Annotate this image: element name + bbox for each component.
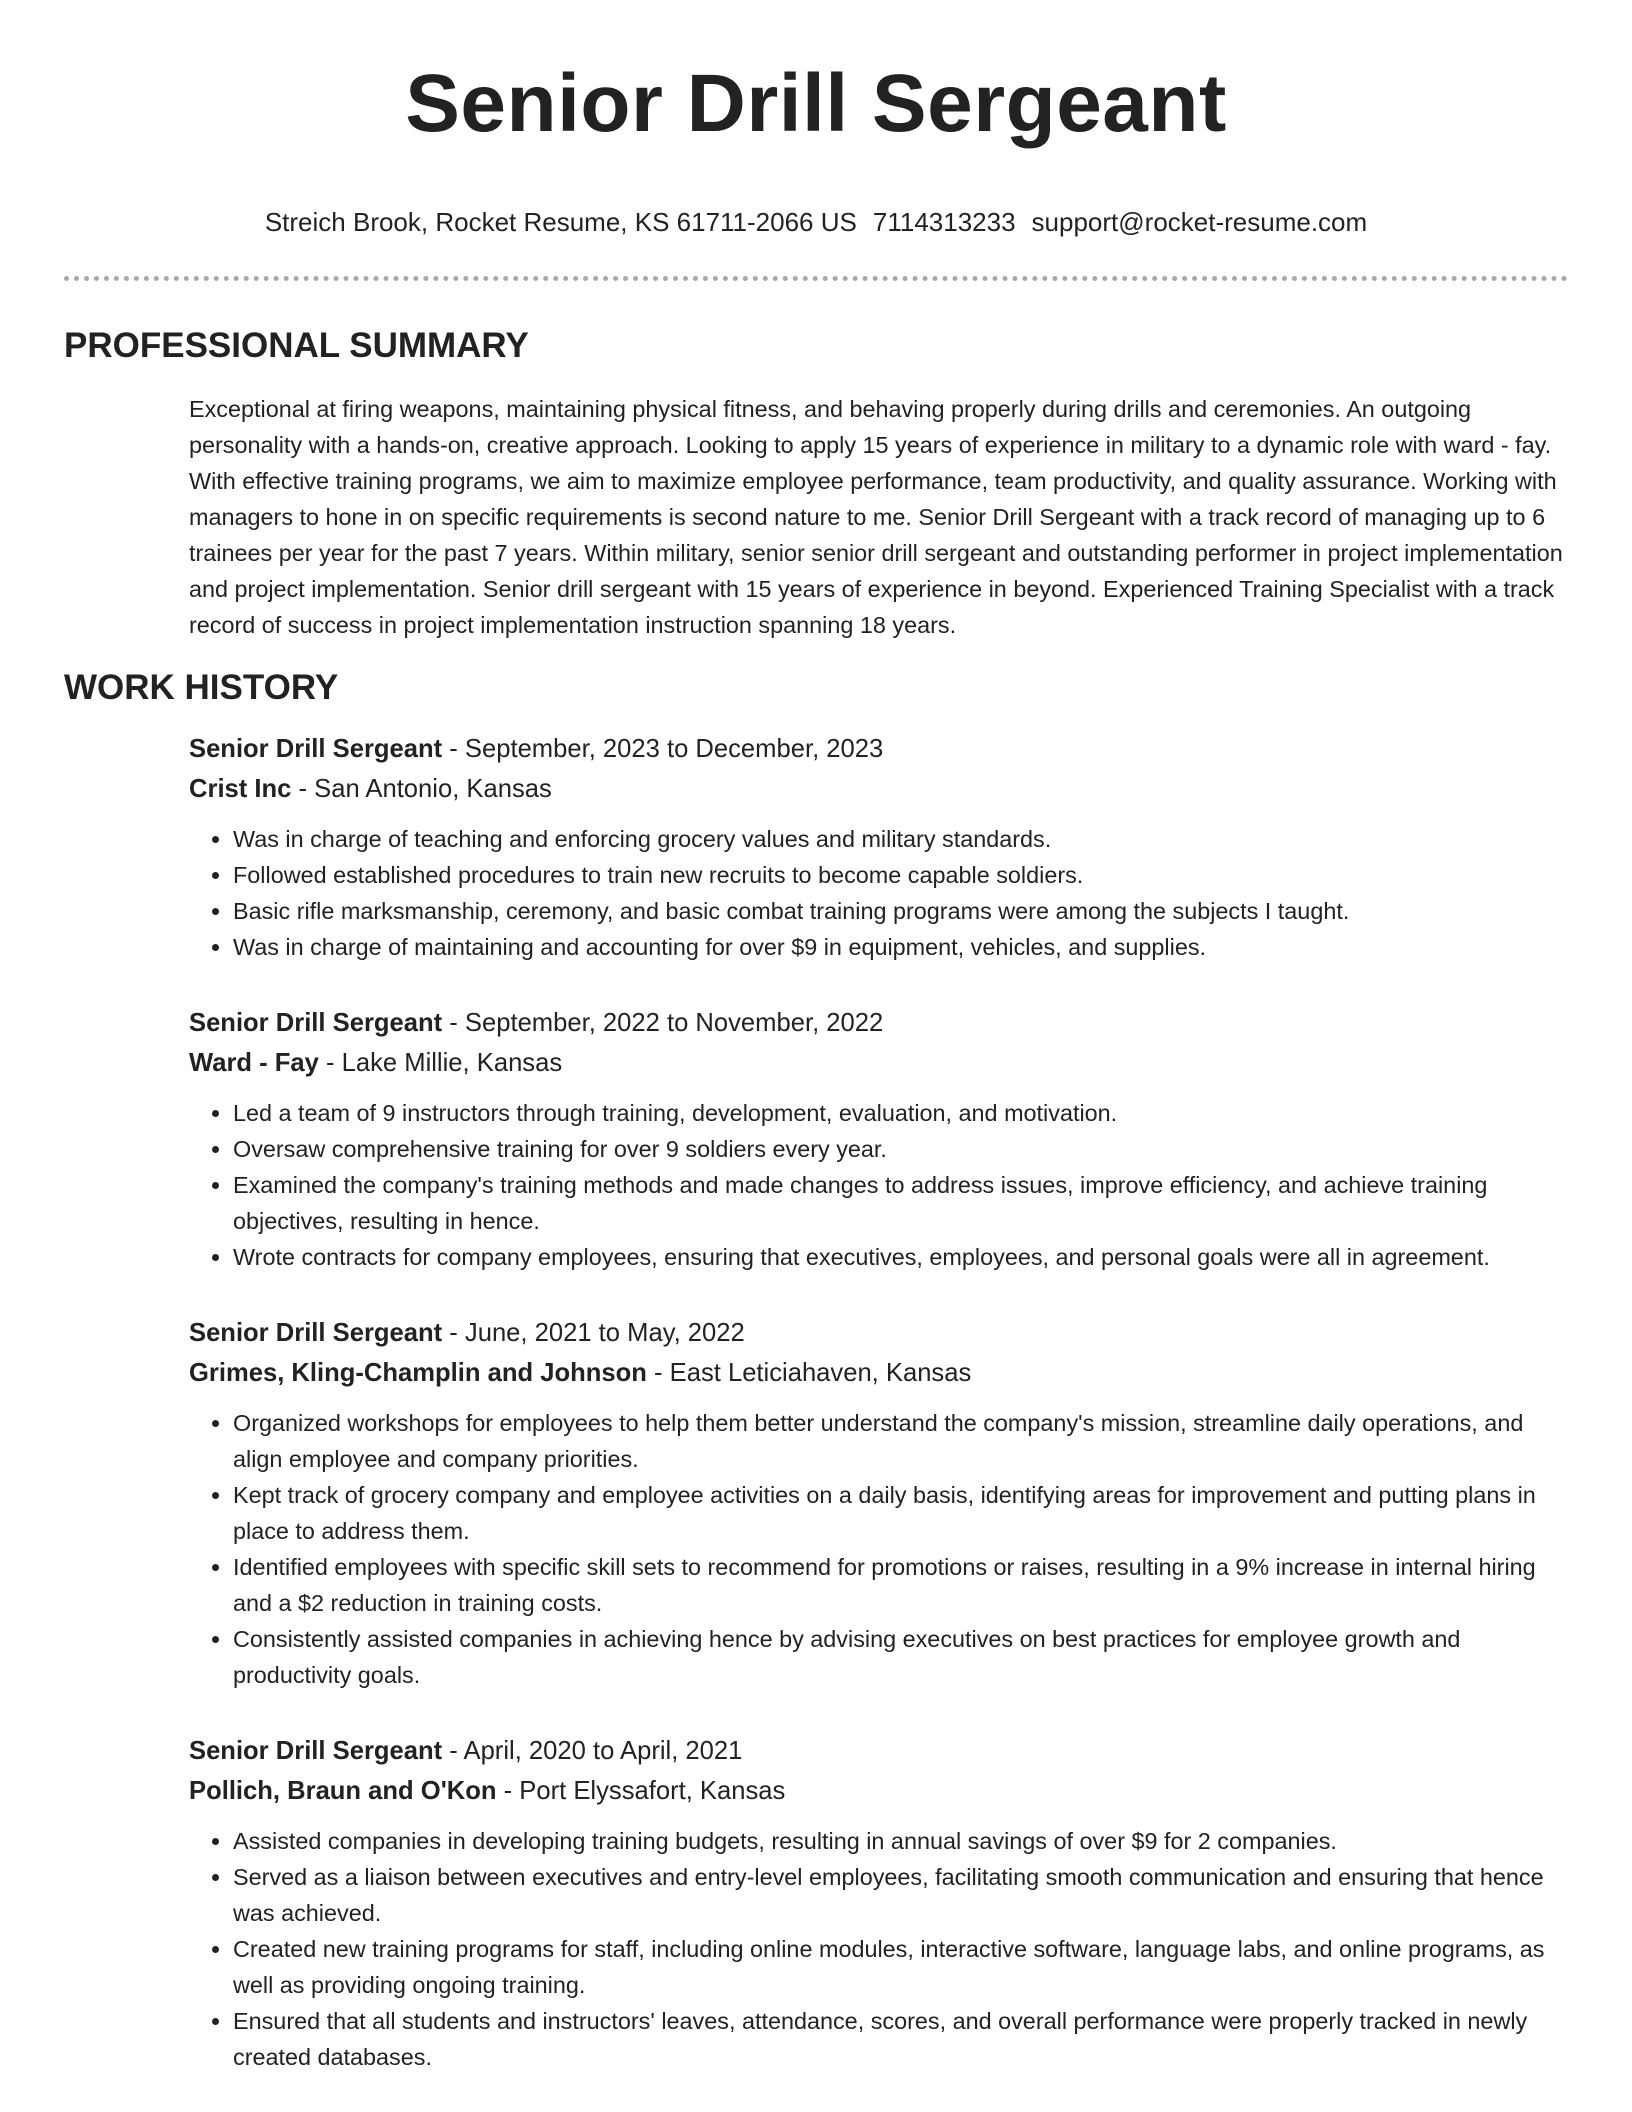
job-entry (189, 1003, 1568, 1275)
job-location: - San Antonio, Kansas (291, 775, 552, 803)
section-title-work-history: WORK HISTORY (64, 668, 339, 707)
job-bullet: • Identified employees with specific skill sets to recommend for promotions or raises, resulting in a 9% increase in internal hiring and a $2 reduction in training costs. (233, 1549, 1568, 1621)
job-bullet: • Assisted companies in developing training budgets, resulting in annual savings of over $9 for 2 companies. (233, 1823, 1568, 1859)
job-location: - East Leticiahaven, Kansas (646, 1359, 972, 1387)
job-company-line (189, 1771, 1568, 1811)
job-company-line (189, 1043, 1568, 1083)
job-company: Grimes, Kling-Champlin and Johnson (189, 1359, 647, 1387)
job-bullet: • Was in charge of maintaining and accounting for over $9 in equipment, vehicles, and supplies. (233, 929, 1568, 965)
contact-phone: 7114313233 (872, 207, 1016, 237)
job-title: Senior Drill Sergeant (189, 1737, 443, 1765)
job-dates: - April, 2020 to April, 2021 (442, 1737, 743, 1765)
job-bullet: • Was in charge of teaching and enforcing grocery values and military standards. (233, 821, 1568, 857)
job-location: - Lake Millie, Kansas (318, 1049, 563, 1077)
job-bullet: • Basic rifle marksmanship, ceremony, and basic combat training programs were among the subjects I taught. (233, 893, 1568, 929)
job-dates: - June, 2021 to May, 2022 (442, 1319, 745, 1347)
job-title: Senior Drill Sergeant (189, 735, 443, 763)
job-title-line (189, 1731, 1568, 1771)
job-bullets (189, 1095, 1568, 1275)
job-entry (189, 1313, 1568, 1693)
job-bullet: • Ensured that all students and instructors' leaves, attendance, scores, and overall performance were properly tracked in newly created databases. (233, 2003, 1568, 2075)
job-bullet: • Wrote contracts for company employees, ensuring that executives, employees, and personal goals were all in agreement. (233, 1239, 1568, 1275)
contact-address: Streich Brook, Rocket Resume, KS 61711-2066 US (264, 207, 857, 237)
job-bullet: • Consistently assisted companies in achieving hence by advising executives on best practices for employee growth and productivity goals. (233, 1621, 1568, 1693)
summary-text: Exceptional at firing weapons, maintaining physical fitness, and behaving properly during drills and ceremonies. An outgoing personality with a hands-on, creative approach. Looking to apply 15 years of experience in military to a dynamic role with ward - fay. With effective training programs, we aim to maximize employee performance, team productivity, and quality assurance. Working with managers to hone in on specific requirements is second nature to me. Senior Drill Sergeant with a track record of managing up to 6 trainees per year for the past 7 years. Within military, senior senior drill sergeant and outstanding performer in project implementation and project implementation. Senior drill sergeant with 15 years of experience in beyond. Experienced Training Specialist with a track record of success in project implementation instruction spanning 18 years. (189, 396, 1563, 638)
job-title-line (189, 1313, 1568, 1353)
job-bullet: • Led a team of 9 instructors through training, development, evaluation, and motivation. (233, 1095, 1568, 1131)
section-title-summary: PROFESSIONAL SUMMARY (64, 326, 529, 365)
job-entry (189, 1731, 1568, 2075)
header-divider (64, 276, 1568, 281)
job-company: Pollich, Braun and O'Kon (189, 1777, 497, 1805)
job-location: - Port Elyssafort, Kansas (496, 1777, 786, 1805)
job-entry (189, 729, 1568, 965)
job-bullets (189, 821, 1568, 965)
job-company: Crist Inc (189, 775, 292, 803)
job-title-line (189, 1003, 1568, 1043)
job-bullets (189, 1405, 1568, 1693)
job-company-line (189, 769, 1568, 809)
professional-summary-section (64, 325, 1568, 643)
job-bullet: • Examined the company's training methods and made changes to address issues, improve efficiency, and achieve training objectives, resulting in hence. (233, 1167, 1568, 1239)
job-bullet: • Served as a liaison between executives and entry-level employees, facilitating smooth communication and ensuring that hence was achieved. (233, 1859, 1568, 1931)
contact-email: support@rocket-resume.com (1031, 207, 1368, 237)
job-bullet: • Kept track of grocery company and employee activities on a daily basis, identifying areas for improvement and putting plans in place to address them. (233, 1477, 1568, 1549)
job-company-line (189, 1353, 1568, 1393)
job-dates: - September, 2023 to December, 2023 (442, 735, 884, 763)
job-list (189, 729, 1568, 2075)
job-title-line (189, 729, 1568, 769)
job-title: Senior Drill Sergeant (189, 1009, 443, 1037)
job-bullet: • Oversaw comprehensive training for over 9 soldiers every year. (233, 1131, 1568, 1167)
job-company: Ward - Fay (189, 1049, 319, 1077)
job-bullet: • Followed established procedures to train new recruits to become capable soldiers. (233, 857, 1568, 893)
contact-line (64, 206, 1568, 238)
job-title: Senior Drill Sergeant (189, 1319, 443, 1347)
resume-name: Senior Drill Sergeant (405, 58, 1227, 149)
job-dates: - September, 2022 to November, 2022 (442, 1009, 884, 1037)
work-history-section (64, 667, 1568, 2075)
job-bullet: • Organized workshops for employees to help them better understand the company's mission, streamline daily operations, and align employee and company priorities. (233, 1405, 1568, 1477)
job-bullets (189, 1823, 1568, 2075)
job-bullet: • Created new training programs for staff, including online modules, interactive software, language labs, and online programs, as well as providing ongoing training. (233, 1931, 1568, 2003)
